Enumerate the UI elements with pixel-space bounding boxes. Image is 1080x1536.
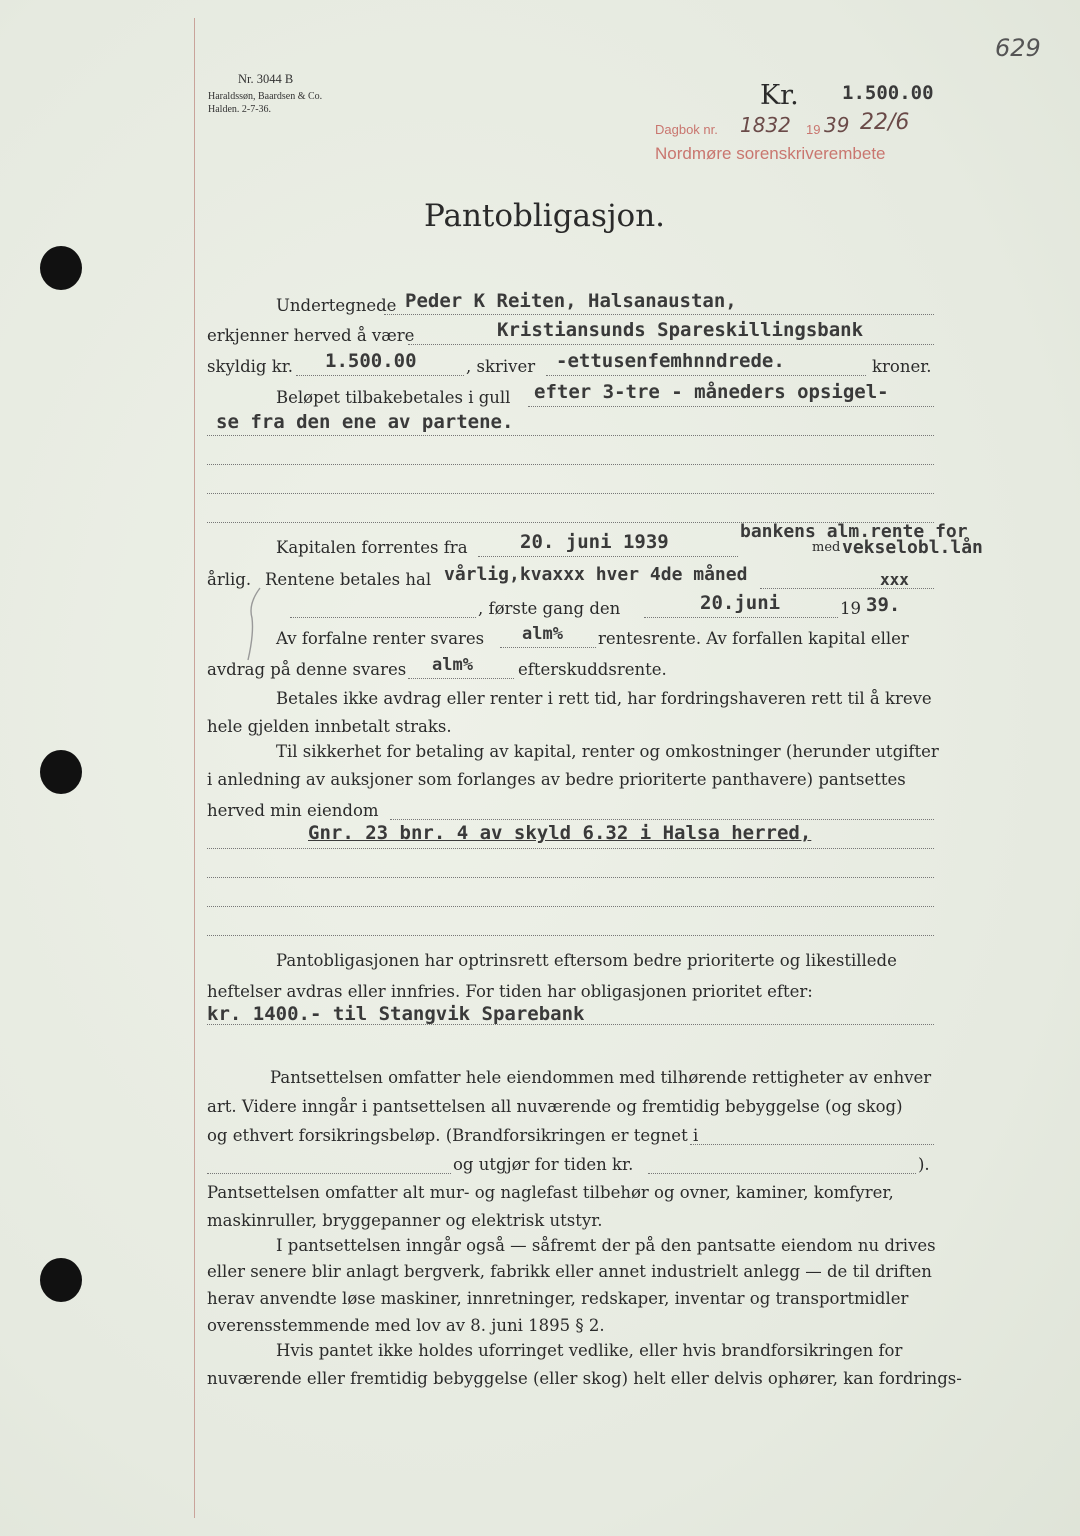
belopet-value-1[interactable]: efter 3-tre - måneders opsigel- — [534, 381, 889, 403]
blank-line-1 — [207, 464, 934, 465]
skyldig-label: skyldig kr. — [207, 357, 294, 376]
para1-line1: Betales ikke avdrag eller renter i rett tid, har fordringshaveren rett til å kreve — [276, 689, 932, 708]
punch-hole-top — [40, 246, 82, 290]
avdrag-rest: efterskuddsrente. — [518, 660, 667, 679]
kapital-line — [478, 556, 738, 557]
prior-line2: heftelser avdras eller innfries. For tiden har obligasjonen prioritet efter: — [207, 982, 813, 1001]
printer-name: Haraldssøn, Baardsen & Co. — [208, 91, 323, 102]
omf-line2: art. Videre inngår i pantsettelsen all nuværende og fremtidig bebyggelse (og skog) — [207, 1097, 903, 1116]
forste-date[interactable]: 20.juni — [700, 592, 781, 614]
blank-line-4 — [207, 877, 934, 878]
stamp-dagbok-label: Dagbok nr. — [655, 122, 718, 137]
hvis-line2: nuværende eller fremtidig bebyggelse (eller skog) helt eller delvis ophører, kan fordrings- — [207, 1369, 962, 1388]
forfalne-line — [500, 647, 596, 648]
blank-line-2 — [207, 493, 934, 494]
kroner-label: kroner. — [872, 357, 932, 376]
printer-place: Halden. 2-7-36. — [208, 104, 272, 115]
omf-line4-end: ). — [918, 1155, 930, 1174]
forste-line — [644, 617, 838, 618]
belopet-line — [528, 406, 934, 407]
rentene-line — [760, 588, 934, 589]
undertegnede-value[interactable]: Peder K Reiten, Halsanaustan, — [405, 290, 737, 312]
omf-line4: og utgjør for tiden kr. — [453, 1155, 634, 1174]
forfalne-value[interactable]: alm% — [522, 624, 563, 644]
stamp-date: 22/6 — [860, 110, 910, 135]
omf-line6: maskinruller, bryggepanner og elektrisk utstyr. — [207, 1211, 603, 1230]
kapital-label: Kapitalen forrentes fra — [276, 538, 468, 557]
belopet-value-2[interactable]: se fra den ene av partene. — [216, 411, 514, 433]
berg-line3: herav anvendte løse maskiner, innretninger, redskaper, inventar og transportmidler — [207, 1289, 909, 1308]
belopet-label: Beløpet tilbakebetales i gull — [276, 388, 511, 407]
form-number: Nr. 3044 B — [238, 72, 294, 86]
hvis-line1: Hvis pantet ikke holdes uforringet vedlike, eller hvis brandforsikringen for — [276, 1341, 903, 1360]
belopet-line-2 — [207, 435, 934, 436]
brandforsikring-line-2 — [207, 1173, 451, 1174]
blank-line-6 — [207, 935, 934, 936]
stamp-office: Nordmøre sorenskriverembete — [655, 144, 886, 163]
forste-pre-line — [290, 617, 476, 618]
creditor-value[interactable]: Kristiansunds Spareskillingsbank — [497, 319, 864, 341]
pencil-mark — [238, 584, 268, 664]
forste-label: , første gang den — [478, 599, 621, 618]
prior-value[interactable]: kr. 1400.- til Stangvik Sparebank — [207, 1003, 585, 1025]
rentene-label: Rentene betales hal — [265, 570, 432, 589]
skriver-line — [546, 375, 866, 376]
amount-prefix: Kr. — [760, 80, 799, 111]
forfalne-label: Av forfalne renter svares — [276, 629, 485, 648]
forste-year-prefix: 19 — [840, 599, 861, 618]
rentene-suffix[interactable]: xxx — [880, 570, 909, 589]
berg-line1: I pantsettelsen inngår også — såfremt der på den pantsatte eiendom nu drives — [276, 1236, 936, 1255]
prior-line — [207, 1024, 934, 1025]
blank-line-5 — [207, 906, 934, 907]
para2-line2: i anledning av auksjoner som forlanges av bedre prioriterte panthavere) pantsettes — [207, 770, 906, 789]
rente-note-2[interactable]: vekselobl.lån — [842, 537, 983, 558]
para2-line3: herved min eiendom — [207, 801, 379, 820]
utgjor-line — [648, 1173, 916, 1174]
erkjenner-label: erkjenner herved å være — [207, 326, 415, 345]
omf-line1: Pantsettelsen omfatter hele eiendommen med tilhørende rettigheter av enhver — [270, 1068, 932, 1087]
skyldig-line — [296, 375, 464, 376]
berg-line2: eller senere blir anlagt bergverk, fabrikk eller annet industrielt anlegg — de til driften — [207, 1262, 932, 1281]
amount-header-value: 1.500.00 — [842, 82, 934, 104]
omf-line5: Pantsettelsen omfatter alt mur- og naglefast tilbehør og ovner, kaminer, komfyrer, — [207, 1183, 894, 1202]
eiendom-value[interactable]: Gnr. 23 bnr. 4 av skyld 6.32 i Halsa herred, — [308, 822, 812, 844]
undertegnede-line — [384, 314, 934, 315]
omf-line3: og ethvert forsikringsbeløp. (Brandforsikringen er tegnet i — [207, 1126, 699, 1145]
para2-line1: Til sikkerhet for betaling av kapital, renter og omkostninger (herunder utgifter — [276, 742, 939, 761]
margin-line — [194, 18, 195, 1518]
avdrag-label: avdrag på denne svares — [207, 660, 407, 679]
brandforsikring-line — [690, 1144, 934, 1145]
stamp-year-prefix: 19 — [806, 122, 821, 137]
berg-line4: overensstemmende med lov av 8. juni 1895 § 2. — [207, 1316, 605, 1335]
para1-line2: hele gjelden innbetalt straks. — [207, 717, 452, 736]
arlig-label: årlig. — [207, 570, 252, 589]
stamp-dagbok-number: 1832 — [740, 113, 791, 137]
skriver-label: , skriver — [466, 357, 536, 376]
stamp-year: 39 — [824, 113, 850, 137]
skyldig-value[interactable]: 1.500.00 — [325, 350, 417, 372]
forfalne-rest: rentesrente. Av forfallen kapital eller — [598, 629, 909, 648]
punch-hole-middle — [40, 750, 82, 794]
document-title: Pantobligasjon. — [424, 198, 666, 234]
avdrag-line — [408, 678, 514, 679]
avdrag-value[interactable]: alm% — [432, 655, 473, 675]
rente-note-1[interactable]: bankens alm.rente for — [740, 521, 968, 542]
skriver-value[interactable]: -ettusenfemhnndrede. — [556, 350, 785, 372]
rentene-value[interactable]: vårlig,kvaxxx hver 4de måned — [444, 564, 748, 585]
eiendom-line — [207, 848, 934, 849]
eiendom-pre-line — [390, 819, 934, 820]
kapital-date[interactable]: 20. juni 1939 — [520, 531, 669, 553]
page-number: 629 — [995, 34, 1041, 62]
prior-line1: Pantobligasjonen har optrinsrett eftersom bedre prioriterte og likestillede — [276, 951, 897, 970]
erkjenner-line — [408, 344, 934, 345]
punch-hole-bottom — [40, 1258, 82, 1302]
undertegnede-label: Undertegnede — [276, 296, 397, 315]
forste-year[interactable]: 39. — [866, 594, 901, 616]
rente-med: med — [812, 540, 841, 555]
